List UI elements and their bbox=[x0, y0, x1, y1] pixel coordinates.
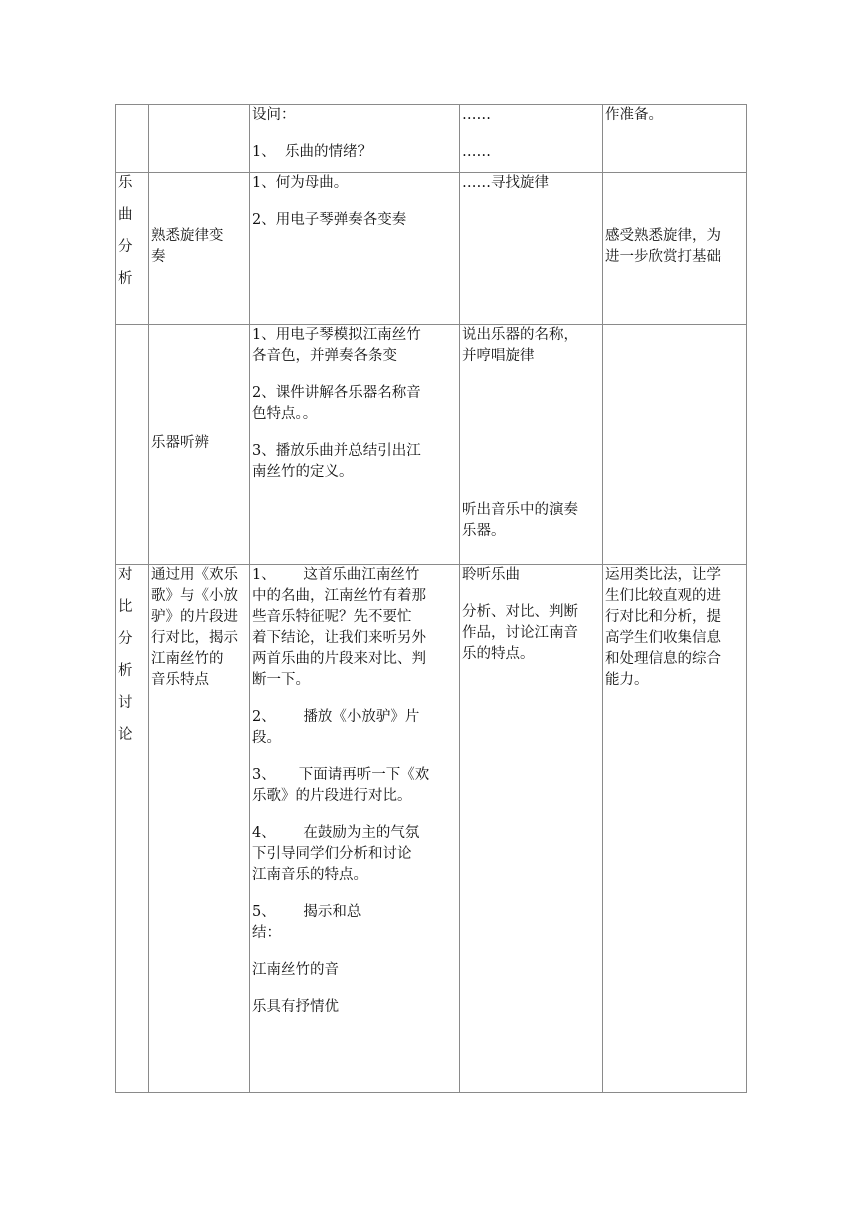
text-line: 聆听乐曲 bbox=[462, 567, 520, 583]
text-line: 结： bbox=[252, 925, 281, 941]
text-line: …… bbox=[462, 144, 491, 160]
stage-cell bbox=[116, 565, 149, 1093]
table-row bbox=[116, 325, 747, 565]
text-line: 乐器。 bbox=[462, 523, 506, 539]
text-line: 2、用电子琴弹奏各变奏 bbox=[252, 212, 407, 228]
text-line: 中的名曲，江南丝竹有着那 bbox=[252, 588, 426, 604]
text-line: 两首乐曲的片段来对比、判 bbox=[252, 651, 426, 667]
stage-char: 分 bbox=[118, 239, 133, 255]
student-activity-cell bbox=[460, 325, 603, 565]
text-line: 南丝竹的定义。 bbox=[252, 464, 354, 480]
text-line: 江南丝竹的音 bbox=[252, 962, 339, 978]
stage-cell bbox=[116, 105, 149, 173]
text-line: 作准备。 bbox=[605, 107, 663, 123]
text-line: 乐歌》的片段进行对比。 bbox=[252, 788, 412, 804]
stage-char: 曲 bbox=[118, 207, 133, 223]
text-line: 奏 bbox=[151, 249, 166, 265]
table-row bbox=[116, 565, 747, 1093]
text-line: 歌》与《小放 bbox=[151, 588, 238, 604]
text-line: 设问： bbox=[252, 107, 296, 123]
text-line: 1、 这首乐曲江南丝竹 bbox=[252, 567, 420, 583]
text-line: 4、 在鼓励为主的气氛 bbox=[252, 825, 420, 841]
stage-cell bbox=[116, 325, 149, 565]
stage-cell bbox=[116, 173, 149, 325]
text-line: 高学生们收集信息 bbox=[605, 630, 721, 646]
text-line: 色特点。。 bbox=[252, 406, 318, 422]
text-line: 断一下。 bbox=[252, 672, 310, 688]
text-line: 些音乐特征呢？先不要忙 bbox=[252, 609, 412, 625]
text-line: 运用类比法，让学 bbox=[605, 567, 721, 583]
text-line: 作品，讨论江南音 bbox=[462, 625, 578, 641]
purpose-cell bbox=[603, 325, 747, 565]
teacher-activity-cell bbox=[250, 325, 460, 565]
teacher-activity-cell bbox=[250, 173, 460, 325]
text-line: 1、 乐曲的情绪？ bbox=[252, 144, 372, 160]
text-line: 驴》的片段进 bbox=[151, 609, 238, 625]
text-line: 乐器听辨 bbox=[151, 435, 209, 451]
stage-char: 比 bbox=[118, 599, 133, 615]
text-line: …… bbox=[462, 107, 491, 123]
text-line: 3、 下面请再听一下《欢 bbox=[252, 767, 430, 783]
text-line: 并哼唱旋律 bbox=[462, 348, 535, 364]
teacher-activity-cell bbox=[250, 565, 460, 1093]
topic-cell bbox=[149, 325, 250, 565]
table-row bbox=[116, 105, 747, 173]
purpose-cell bbox=[603, 105, 747, 173]
stage-char: 讨 bbox=[118, 695, 133, 711]
stage-char: 析 bbox=[118, 663, 133, 679]
topic-cell bbox=[149, 105, 250, 173]
student-activity-cell bbox=[460, 565, 603, 1093]
lesson-plan-table bbox=[115, 104, 747, 1093]
text-line: 行对比和分析，提 bbox=[605, 609, 721, 625]
purpose-cell bbox=[603, 173, 747, 325]
text-line: 各音色，并弹奏各条变 bbox=[252, 348, 397, 364]
text-line: 1、何为母曲。 bbox=[252, 175, 349, 191]
purpose-cell bbox=[603, 565, 747, 1093]
text-line: 3、播放乐曲并总结引出江 bbox=[252, 443, 421, 459]
text-line: 段。 bbox=[252, 730, 281, 746]
text-line: 下引导同学们分析和讨论 bbox=[252, 846, 412, 862]
text-line: 感受熟悉旋律，为 bbox=[605, 228, 721, 244]
stage-char: 析 bbox=[118, 271, 133, 287]
text-line: 2、课件讲解各乐器名称音 bbox=[252, 385, 421, 401]
text-line: 分析、对比、判断 bbox=[462, 604, 578, 620]
stage-char: 对 bbox=[118, 567, 133, 583]
stage-char: 分 bbox=[118, 631, 133, 647]
topic-cell bbox=[149, 173, 250, 325]
text-line: 熟悉旋律变 bbox=[151, 228, 224, 244]
student-activity-cell bbox=[460, 105, 603, 173]
topic-cell bbox=[149, 565, 250, 1093]
teacher-activity-cell bbox=[250, 105, 460, 173]
text-line: 5、 揭示和总 bbox=[252, 904, 362, 920]
text-line: 通过用《欢乐 bbox=[151, 567, 238, 583]
text-line: 进一步欣赏打基础 bbox=[605, 249, 721, 265]
text-line: 能力。 bbox=[605, 672, 649, 688]
text-line: 听出音乐中的演奏 bbox=[462, 502, 578, 518]
text-line: ……寻找旋律 bbox=[462, 175, 549, 191]
stage-char: 乐 bbox=[118, 175, 133, 191]
text-line: 江南丝竹的 bbox=[151, 651, 224, 667]
text-line: 着下结论，让我们来听另外 bbox=[252, 630, 426, 646]
text-line: 乐的特点。 bbox=[462, 646, 535, 662]
text-line: 行对比，揭示 bbox=[151, 630, 238, 646]
text-line: 2、 播放《小放驴》片 bbox=[252, 709, 420, 725]
text-line: 音乐特点 bbox=[151, 672, 209, 688]
student-activity-cell bbox=[460, 173, 603, 325]
text-line: 江南音乐的特点。 bbox=[252, 867, 368, 883]
stage-char: 论 bbox=[118, 727, 133, 743]
table-row bbox=[116, 173, 747, 325]
text-line: 1、用电子琴模拟江南丝竹 bbox=[252, 327, 421, 343]
text-line: 说出乐器的名称， bbox=[462, 327, 578, 343]
text-line: 和处理信息的综合 bbox=[605, 651, 721, 667]
text-line: 乐具有抒情优 bbox=[252, 999, 339, 1015]
text-line: 生们比较直观的进 bbox=[605, 588, 721, 604]
